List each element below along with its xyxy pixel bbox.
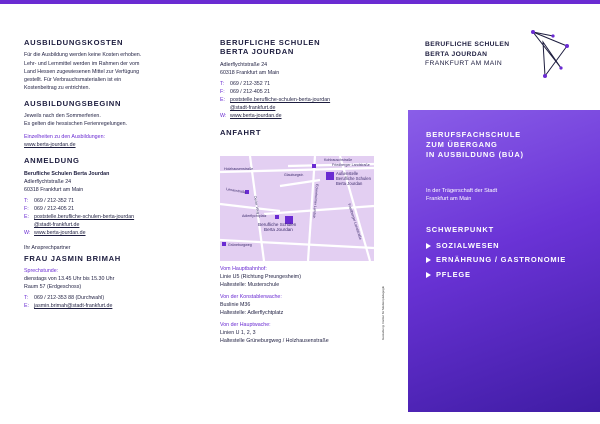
sprechstunde-label: Sprechstunde: <box>24 267 59 274</box>
focus-item <box>426 239 566 253</box>
panel-title <box>426 130 524 160</box>
map-label-glauburg: Glauburgstr. <box>284 173 304 177</box>
middle-heading <box>220 38 400 57</box>
middle-contact <box>220 80 400 120</box>
map-label-friedberger2: Friedberger Landstraße <box>347 203 363 241</box>
city: 60318 Frankfurt am Main <box>220 70 280 77</box>
beginn-text <box>24 112 199 128</box>
fax-value: 069 / 212-405 21 <box>230 89 271 96</box>
hbf-label: Vom Hauptbahnhof: <box>220 266 267 272</box>
street: Adlerflychtstraße 24 <box>24 178 72 185</box>
arrow-right-icon <box>426 272 431 278</box>
logo-line: BERTA JOURDAN <box>425 50 488 58</box>
email-link-cont[interactable]: @stadt-frankfurt.de <box>34 222 80 229</box>
focus-list <box>426 239 566 282</box>
left-column <box>24 38 199 310</box>
anmeldung-contact <box>24 197 199 237</box>
beginn-line: Jeweils nach den Sommerferien. <box>24 113 101 120</box>
email-prefix: E: <box>24 302 30 309</box>
middle-heading-line: BERUFLICHE SCHULEN <box>220 38 321 47</box>
hbf-line2: Haltestelle: Musterschule <box>220 282 280 289</box>
tel-prefix: T: <box>24 294 29 301</box>
stop-marker <box>222 242 226 246</box>
web-prefix: W: <box>220 113 227 120</box>
panel-title-line: BERUFSFACHSCHULE <box>426 130 521 139</box>
logo-line: BERUFLICHE SCHULEN <box>425 41 510 48</box>
top-accent-line <box>0 0 600 4</box>
email-prefix: E: <box>24 214 30 221</box>
kosten-line: Kostenbeitrag zu entrichten. <box>24 84 90 91</box>
focus-item <box>426 253 566 267</box>
street: Adlerflychtstraße 24 <box>220 61 268 68</box>
tel-prefix: T: <box>220 81 225 88</box>
map-label-adlerplatz: Adlerflychtplatz <box>242 214 267 218</box>
tel-prefix: T: <box>24 198 29 205</box>
map-label-eckenheimer: Eckenheimer Landstr. <box>311 183 319 219</box>
kosten-text <box>24 51 199 91</box>
email-link-cont[interactable]: @stadt-frankfurt.de <box>230 105 276 112</box>
web-link[interactable]: www.berta-jourdan.de <box>230 113 282 120</box>
person-email-link[interactable]: jasmin.brimah@stadt-frankfurt.de <box>34 302 113 309</box>
konst-line1: Buslinie M36 <box>220 302 251 309</box>
map-label-aussen2: Berufliche Schulen <box>336 176 371 181</box>
kosten-line: Lehr- und Lernmittel werden im Rahmen der vom <box>24 60 140 67</box>
logo-text <box>425 40 509 69</box>
anmeldung-heading: ANMELDUNG <box>24 156 80 166</box>
map-label-grueneburg: Grüneburgweg <box>228 243 252 247</box>
tel-value: 069 / 212-352 71 <box>34 198 75 205</box>
map-label-friedberger: Friedberger Landstraße <box>332 163 370 167</box>
tel-value: 069 / 212-352 71 <box>230 81 271 88</box>
map-label-holzhausen: Holzhausenstraße <box>224 167 254 171</box>
person-name: FRAU JASMIN BRIMAH <box>24 254 121 264</box>
middle-column <box>220 38 400 138</box>
email-prefix: E: <box>220 97 226 104</box>
map-label-aussen3: Berta Jourdan <box>336 181 363 186</box>
location-map[interactable] <box>220 156 374 261</box>
focus-item-label: SOZIALWESEN <box>436 241 500 250</box>
design-credit: Gestaltung: Institut für Medienpädagogik <box>381 286 385 340</box>
anfahrt-heading: ANFAHRT <box>220 128 262 138</box>
panel-title-line: IN AUSBILDUNG (BÜA) <box>426 150 524 160</box>
haupt-line1: Linien U 1, 2, 3 <box>220 330 256 337</box>
panel-subtitle-line: Frankfurt am Main <box>426 196 472 203</box>
map-label-kohlrausch: Kohlrauschstraße <box>324 158 353 162</box>
fax-prefix: F: <box>24 206 29 213</box>
hbf-line1: Linie U5 (Richtung Preungesheim) <box>220 274 301 281</box>
ansprech-label: Ihr Ansprechpartner <box>24 245 71 252</box>
aussenstelle-marker <box>326 172 334 180</box>
map-label-main1: Berufliche Schulen <box>258 222 297 227</box>
anmeldung-address <box>24 170 199 194</box>
web-link[interactable]: www.berta-jourdan.de <box>34 230 86 237</box>
logo-star-icon <box>525 28 575 80</box>
fax-prefix: F: <box>220 89 225 96</box>
city: 60318 Frankfurt am Main <box>24 186 84 193</box>
stop-marker <box>275 215 279 219</box>
focus-item-label: PFLEGE <box>436 269 471 279</box>
email-link[interactable]: poststelle.berufliche-schulen-berta-jourdan <box>230 97 331 104</box>
map-label-oeder: Oeder Weg <box>253 195 261 215</box>
sprechstunde-text: dienstags von 13.45 Uhr bis 15.30 Uhr <box>24 275 115 282</box>
arrow-right-icon <box>426 257 431 263</box>
focus-item-label: ERNÄHRUNG / GASTRONOMIE <box>436 255 567 265</box>
person-contact <box>24 294 199 310</box>
einzelheiten-block <box>24 133 199 149</box>
school-name: Berufliche Schulen Berta Jourdan <box>24 170 110 177</box>
einzelheiten-link[interactable]: www.berta-jourdan.de <box>24 142 76 149</box>
program-panel <box>408 110 600 412</box>
sprechstunde-block <box>24 267 199 291</box>
map-label-aussen1: Außenstelle <box>336 171 359 176</box>
map-label-lenau: Lenaustraße <box>225 187 247 195</box>
kosten-heading: AUSBILDUNGSKOSTEN <box>24 38 124 47</box>
konst-label: Von der Konstablerwache: <box>220 294 282 301</box>
map-svg <box>220 156 374 261</box>
web-prefix: W: <box>24 230 31 237</box>
haupt-label: Von der Hauptwache: <box>220 322 271 329</box>
beginn-heading: AUSBILDUNGSBEGINN <box>24 98 122 108</box>
middle-address <box>220 61 400 77</box>
panel-subtitle-line: In der Trägerschaft der Stadt <box>426 188 498 194</box>
kosten-line: gestellt. Für Verbrauchsmaterialien ist ein <box>24 76 122 83</box>
email-link[interactable]: poststelle.berufliche-schulen-berta-jourdan <box>34 214 135 221</box>
panel-subtitle <box>426 187 497 204</box>
beginn-line: Es gelten die hessischen Ferienregelungen. <box>24 121 128 128</box>
logo-line: FRANKFURT AM MAIN <box>425 60 503 68</box>
schwerpunkt-heading: SCHWERPUNKT <box>426 225 494 234</box>
raum-text: Raum 57 (Erdgeschoss) <box>24 283 82 290</box>
map-label-main2: Berta Jourdan <box>264 227 293 232</box>
directions <box>220 265 400 345</box>
konst-line2: Haltestelle: Adlerflychtplatz <box>220 310 284 317</box>
person-tel: 069 / 212-353 88 (Durchwahl) <box>34 294 105 301</box>
focus-item <box>426 268 566 282</box>
fax-value: 069 / 212-405 21 <box>34 206 75 213</box>
middle-heading-line: BERTA JOURDAN <box>220 47 295 57</box>
einzelheiten-label: Einzelheiten zu den Ausbildungen: <box>24 134 105 141</box>
school-logo <box>425 28 585 98</box>
kosten-line: Land Hessen zugewiesenen Mittel zur Verfügung <box>24 68 140 75</box>
kosten-line: Für die Ausbildung werden keine Kosten erhoben. <box>24 52 142 59</box>
arrow-right-icon <box>426 243 431 249</box>
haupt-line2: Haltestelle Grüneburgweg / Holzhausenstraße <box>220 338 329 345</box>
stop-marker <box>312 164 316 168</box>
panel-title-line: ZUM ÜBERGANG <box>426 140 498 150</box>
